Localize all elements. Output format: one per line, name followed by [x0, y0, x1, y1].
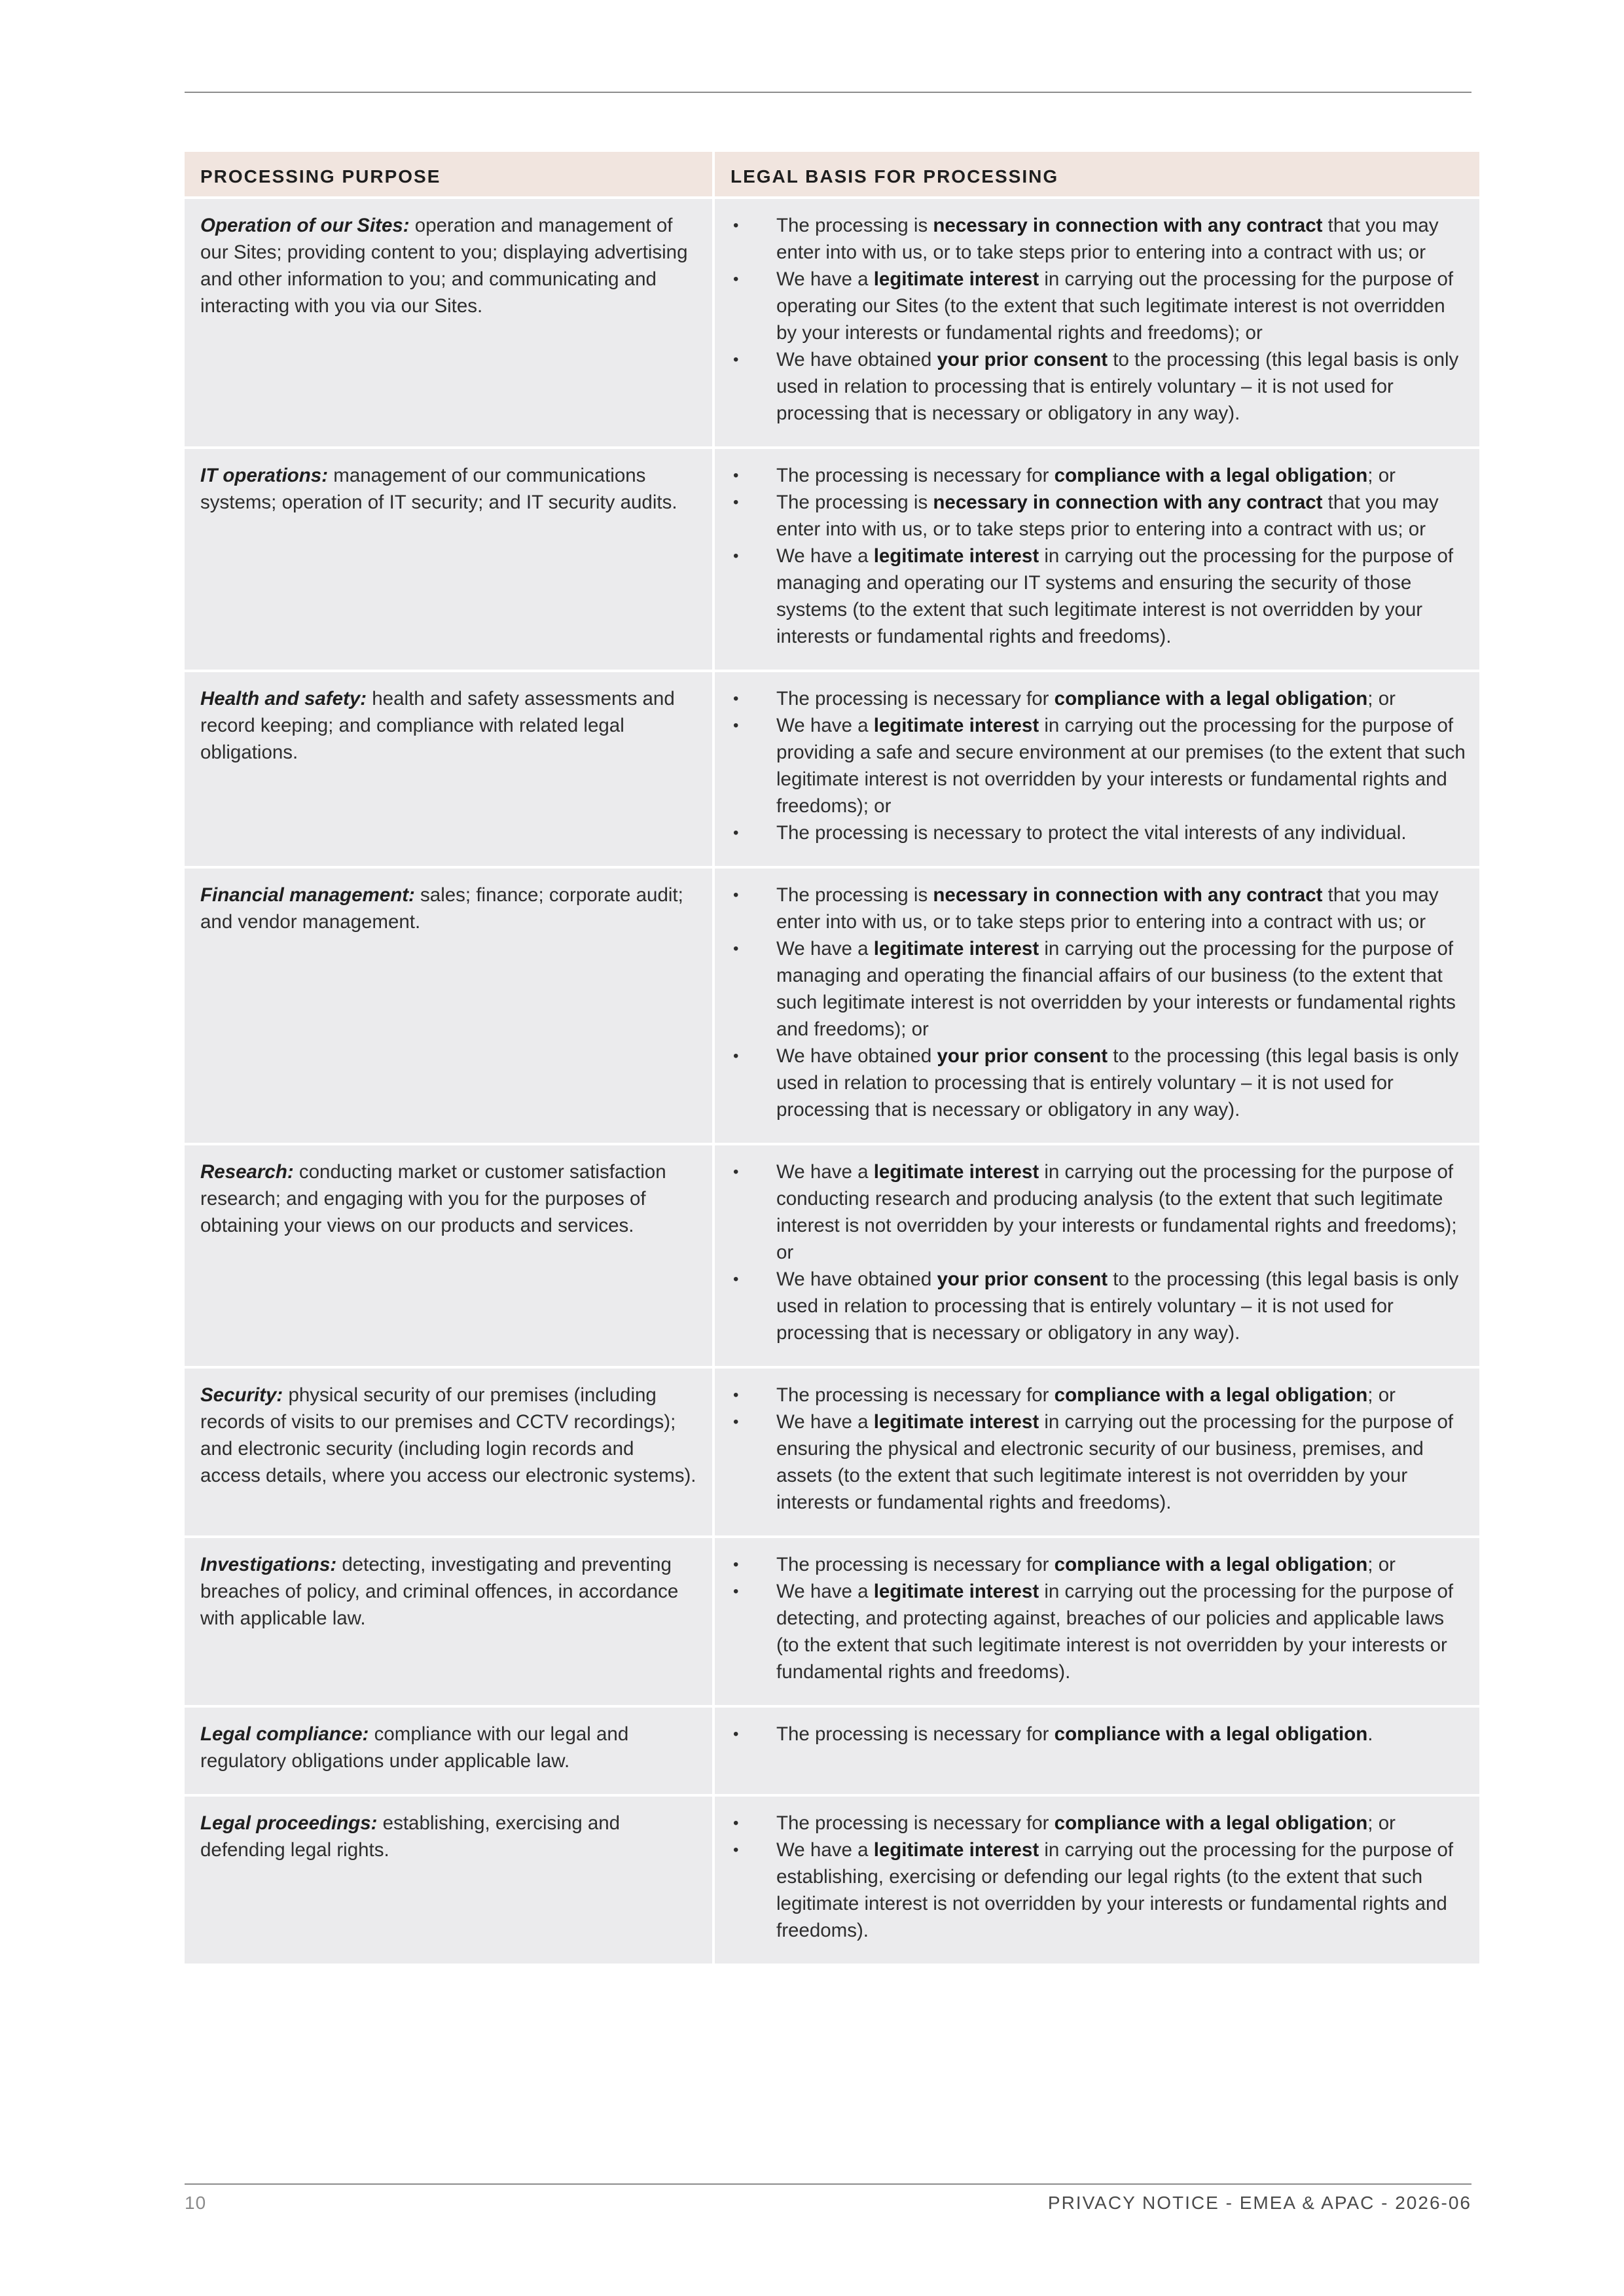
legal-basis-text-strong: necessary in connection with any contract [933, 884, 1323, 906]
legal-basis-text-pre: The processing is [776, 492, 933, 513]
legal-basis-text-pre: The processing is necessary for [776, 688, 1055, 709]
bullet-icon: • [733, 351, 739, 368]
legal-basis-text-strong: compliance with a legal obligation [1054, 1723, 1368, 1745]
legal-basis-list [731, 1810, 1466, 1944]
purpose-title: Health and safety: [200, 688, 367, 709]
legal-basis-text-strong: legitimate interest [873, 1581, 1039, 1602]
legal-basis-item [731, 1551, 1466, 1578]
table-row [185, 448, 1479, 671]
legal-basis-text-strong: your prior consent [937, 1045, 1108, 1067]
legal-basis-text-pre: We have a [776, 938, 874, 960]
legal-basis-list [731, 1382, 1466, 1516]
bullet-icon: • [733, 467, 739, 484]
purpose-cell [185, 671, 713, 867]
legal-basis-text-post: that you may enter into with us, or to take steps prior to entering into a contract with us; or [776, 884, 1439, 933]
legal-basis-item [731, 346, 1466, 427]
legal-basis-text-pre: The processing is [776, 884, 933, 906]
table-row [185, 1367, 1479, 1537]
legal-basis-text-strong: legitimate interest [873, 938, 1039, 960]
legal-basis-item [731, 1158, 1466, 1266]
legal-basis-item [731, 1837, 1466, 1944]
legal-basis-item [731, 266, 1466, 346]
bullet-icon: • [733, 940, 739, 958]
purpose-description: detecting, investigating and preventing breaches of policy, and criminal offences, in accordance with applicable law. [200, 1554, 679, 1629]
legal-basis-text-post: ; or [1367, 1812, 1396, 1834]
purpose-cell [185, 448, 713, 671]
legal-basis-text-post: that you may enter into with us, or to take steps prior to entering into a contract with us; or [776, 492, 1439, 540]
legal-basis-text-strong: compliance with a legal obligation [1054, 688, 1368, 709]
legal-basis-item [731, 1043, 1466, 1123]
legal-basis-cell [713, 198, 1479, 448]
purpose-description: conducting market or customer satisfaction research; and engaging with you for the purposes of obtaining your views on our products and services. [200, 1161, 666, 1236]
legal-basis-text-post: . [1367, 1723, 1373, 1745]
legal-basis-text-pre: We have a [776, 1581, 874, 1602]
legal-basis-text-pre: The processing is necessary for [776, 1554, 1055, 1575]
legal-basis-text-pre: We have a [776, 1411, 874, 1433]
bullet-icon: • [733, 1047, 739, 1065]
legal-basis-cell [713, 1706, 1479, 1795]
legal-basis-text-post: ; or [1367, 1554, 1396, 1575]
bullet-icon: • [733, 690, 739, 708]
legal-basis-text-post: in carrying out the processing for the purpose of ensuring the physical and electronic security of our business, premises, and assets (to the extent that such legitimate interest is not overridden by your interests or fundamental rights and freedoms). [776, 1411, 1454, 1513]
legal-basis-text-pre: The processing is necessary for [776, 465, 1055, 486]
legal-basis-text-pre: We have a [776, 545, 874, 567]
table-row [185, 671, 1479, 867]
legal-basis-text-post: in carrying out the processing for the purpose of establishing, exercising or defending our legal rights (to the extent that such legitimate interest is not overridden by your interests or fundamental rights and freedoms). [776, 1839, 1454, 1941]
purpose-cell [185, 1795, 713, 1965]
bullet-icon: • [733, 1413, 739, 1431]
purpose-description: physical security of our premises (including records of visits to our premises and CCTV recordings); and electronic security (including login records and access details, where you access our electronic systems). [200, 1384, 696, 1486]
legal-basis-text-pre: We have obtained [776, 349, 937, 370]
legal-basis-text-post: ; or [1367, 465, 1396, 486]
legal-basis-cell [713, 867, 1479, 1144]
legal-basis-text-pre: We have a [776, 1161, 874, 1183]
bullet-icon: • [733, 824, 739, 842]
legal-basis-item [731, 819, 1466, 846]
bullet-icon: • [733, 1270, 739, 1288]
legal-basis-text-post: to the processing (this legal basis is only used in relation to processing that is entirely voluntary – it is not used for processing that is necessary or obligatory in any way). [776, 1045, 1459, 1121]
legal-basis-text-strong: compliance with a legal obligation [1054, 1812, 1368, 1834]
purpose-title: IT operations: [200, 465, 329, 486]
bullet-icon: • [733, 1386, 739, 1404]
table-body [185, 198, 1479, 1965]
purpose-title: Legal proceedings: [200, 1812, 378, 1834]
legal-basis-list [731, 1721, 1466, 1748]
legal-basis-item [731, 1382, 1466, 1408]
legal-basis-text-strong: your prior consent [937, 349, 1108, 370]
legal-basis-text-strong: your prior consent [937, 1268, 1108, 1290]
purpose-cell [185, 1537, 713, 1706]
legal-basis-list [731, 685, 1466, 846]
purpose-title: Operation of our Sites: [200, 215, 410, 236]
legal-basis-text-pre: We have a [776, 268, 874, 290]
legal-basis-item [731, 543, 1466, 650]
legal-basis-text-pre: We have obtained [776, 1045, 937, 1067]
legal-basis-text-strong: legitimate interest [873, 268, 1039, 290]
legal-basis-list [731, 212, 1466, 427]
legal-basis-text-post: in carrying out the processing for the purpose of detecting, and protecting against, breaches of our policies and applicable laws (to the extent that such legitimate interest is not overridden by your interests or fundamental rights and freedoms). [776, 1581, 1454, 1683]
legal-basis-cell [713, 1367, 1479, 1537]
table-row [185, 198, 1479, 448]
bullet-icon: • [733, 717, 739, 734]
table-row [185, 1144, 1479, 1367]
legal-basis-text-strong: necessary in connection with any contract [933, 215, 1323, 236]
legal-basis-text-post: in carrying out the processing for the purpose of conducting research and producing analysis (to the extent that such legitimate interest is not overridden by your interests or fundamental rights and freedoms); or [776, 1161, 1457, 1263]
bullet-icon: • [733, 886, 739, 904]
bullet-icon: • [733, 1583, 739, 1600]
purpose-description: establishing, exercising and defending legal rights. [200, 1812, 621, 1861]
legal-basis-text-pre: The processing is necessary to protect the vital interests of any individual. [776, 822, 1407, 844]
legal-basis-text-strong: legitimate interest [873, 715, 1039, 736]
purpose-cell [185, 867, 713, 1144]
legal-basis-text-pre: The processing is necessary for [776, 1723, 1055, 1745]
legal-basis-item [731, 462, 1466, 489]
legal-basis-cell [713, 1537, 1479, 1706]
legal-basis-cell [713, 448, 1479, 671]
legal-basis-item [731, 489, 1466, 543]
legal-basis-text-post: ; or [1367, 1384, 1396, 1406]
legal-basis-item [731, 1810, 1466, 1837]
header-divider [185, 92, 1471, 93]
purpose-description: management of our communications systems; operation of IT security; and IT security audits. [200, 465, 677, 513]
bullet-icon: • [733, 493, 739, 511]
legal-basis-list [731, 1158, 1466, 1346]
legal-basis-text-strong: legitimate interest [873, 1839, 1039, 1861]
legal-basis-item [731, 685, 1466, 712]
bullet-icon: • [733, 547, 739, 565]
table-row [185, 1537, 1479, 1706]
legal-basis-text-post: to the processing (this legal basis is only used in relation to processing that is entirely voluntary – it is not used for processing that is necessary or obligatory in any way). [776, 349, 1459, 424]
legal-basis-cell [713, 671, 1479, 867]
purpose-description: compliance with our legal and regulatory obligations under applicable law. [200, 1723, 629, 1772]
purpose-title: Security: [200, 1384, 283, 1406]
legal-basis-text-pre: The processing is necessary for [776, 1384, 1055, 1406]
column-header-legal-basis: LEGAL BASIS FOR PROCESSING [713, 152, 1479, 198]
legal-basis-item [731, 1266, 1466, 1346]
legal-basis-text-pre: We have a [776, 715, 874, 736]
legal-basis-table [185, 152, 1479, 1966]
legal-basis-text-strong: legitimate interest [873, 545, 1039, 567]
legal-basis-text-strong: necessary in connection with any contract [933, 492, 1323, 513]
legal-basis-cell [713, 1144, 1479, 1367]
legal-basis-item [731, 212, 1466, 266]
legal-basis-text-post: in carrying out the processing for the purpose of managing and operating the financial affairs of our business (to the extent that such legitimate interest is not overridden by your interests or fundamental rights and freedoms); or [776, 938, 1456, 1040]
purpose-description: sales; finance; corporate audit; and vendor management. [200, 884, 683, 933]
legal-basis-item [731, 935, 1466, 1043]
purpose-description: health and safety assessments and record keeping; and compliance with related legal obligations. [200, 688, 675, 763]
document-title: PRIVACY NOTICE - EMEA & APAC - 2026-06 [1047, 2193, 1471, 2213]
legal-basis-item [731, 1578, 1466, 1685]
bullet-icon: • [733, 270, 739, 288]
purpose-title: Investigations: [200, 1554, 337, 1575]
bullet-icon: • [733, 1841, 739, 1859]
purpose-title: Legal compliance: [200, 1723, 369, 1745]
purpose-cell [185, 1706, 713, 1795]
legal-basis-text-strong: legitimate interest [873, 1411, 1039, 1433]
legal-basis-list [731, 882, 1466, 1123]
legal-basis-text-strong: legitimate interest [873, 1161, 1039, 1183]
legal-basis-text-strong: compliance with a legal obligation [1054, 1554, 1368, 1575]
purpose-description: operation and management of our Sites; providing content to you; displaying advertising and other information to you; and communicating and interacting with you via our Sites. [200, 215, 688, 317]
legal-basis-text-post: that you may enter into with us, or to take steps prior to entering into a contract with us; or [776, 215, 1439, 263]
table-row [185, 1795, 1479, 1965]
legal-basis-item [731, 882, 1466, 935]
legal-basis-text-pre: The processing is necessary for [776, 1812, 1055, 1834]
column-header-purpose: PROCESSING PURPOSE [185, 152, 713, 198]
bullet-icon: • [733, 1556, 739, 1573]
legal-basis-item [731, 1408, 1466, 1516]
page-number: 10 [185, 2193, 207, 2213]
table-row [185, 1706, 1479, 1795]
purpose-cell [185, 198, 713, 448]
legal-basis-text-post: to the processing (this legal basis is only used in relation to processing that is entirely voluntary – it is not used for processing that is necessary or obligatory in any way). [776, 1268, 1459, 1344]
purpose-cell [185, 1367, 713, 1537]
purpose-cell [185, 1144, 713, 1367]
legal-basis-text-post: in carrying out the processing for the purpose of managing and operating our IT systems and ensuring the security of those systems (to the extent that such legitimate interest is not overridden by your interests or fundamental rights and freedoms). [776, 545, 1454, 647]
legal-basis-text-pre: We have a [776, 1839, 874, 1861]
legal-basis-text-strong: compliance with a legal obligation [1054, 465, 1368, 486]
legal-basis-list [731, 462, 1466, 650]
legal-basis-text-pre: We have obtained [776, 1268, 937, 1290]
legal-basis-text-strong: compliance with a legal obligation [1054, 1384, 1368, 1406]
legal-basis-text-pre: The processing is [776, 215, 933, 236]
purpose-title: Financial management: [200, 884, 415, 906]
legal-basis-cell [713, 1795, 1479, 1965]
legal-basis-item [731, 712, 1466, 819]
legal-basis-text-post: in carrying out the processing for the purpose of operating our Sites (to the extent that such legitimate interest is not overridden by your interests or fundamental rights and freedoms); or [776, 268, 1454, 344]
bullet-icon: • [733, 1163, 739, 1181]
bullet-icon: • [733, 217, 739, 234]
footer-divider [185, 2183, 1471, 2185]
table-row [185, 867, 1479, 1144]
bullet-icon: • [733, 1725, 739, 1743]
legal-basis-item [731, 1721, 1466, 1748]
bullet-icon: • [733, 1814, 739, 1832]
purpose-title: Research: [200, 1161, 294, 1183]
legal-basis-list [731, 1551, 1466, 1685]
legal-basis-text-post: in carrying out the processing for the purpose of providing a safe and secure environment at our premises (to the extent that such legitimate interest is not overridden by your interests or fundamental rights and freedoms); or [776, 715, 1466, 817]
table-header-row [185, 152, 1479, 198]
legal-basis-text-post: ; or [1367, 688, 1396, 709]
